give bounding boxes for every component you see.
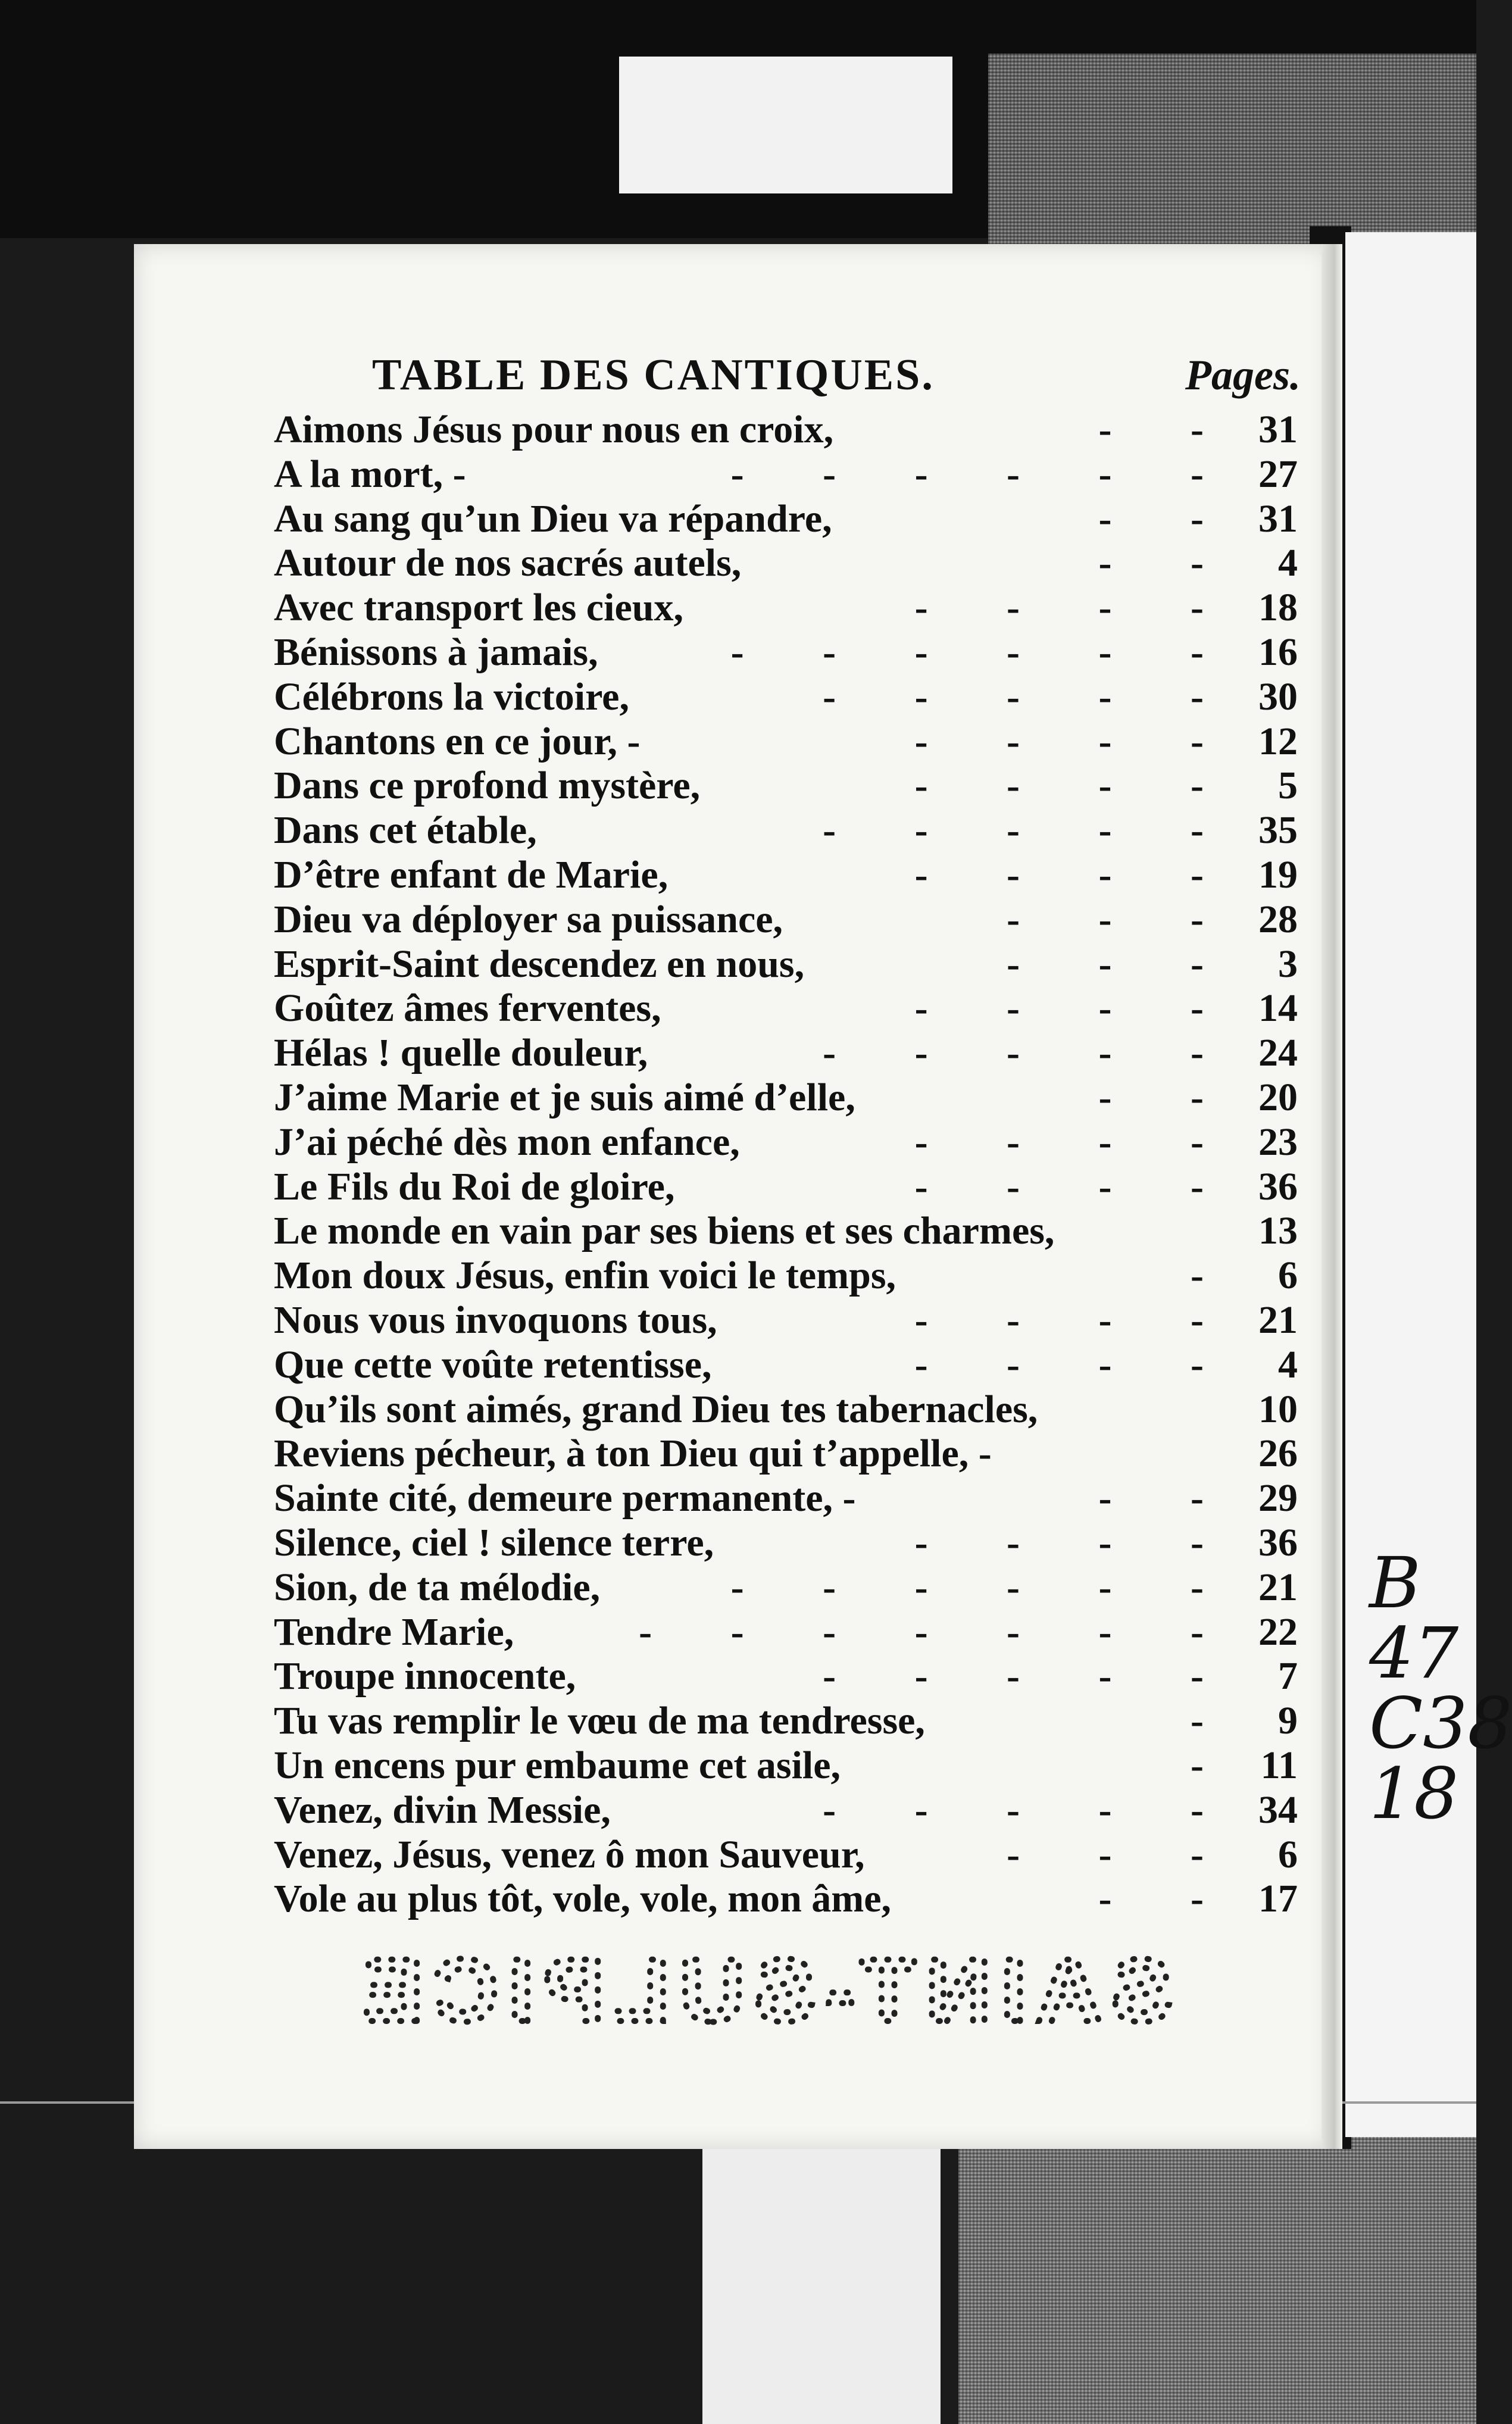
- dot-leader: - - - -: [914, 852, 1238, 896]
- table-row: [274, 1476, 1298, 1521]
- dot-leader: - - - -: [914, 1164, 1238, 1208]
- table-row: [274, 586, 1298, 630]
- dot-leader: - - - - -: [823, 808, 1238, 852]
- table-row: [274, 1388, 1298, 1432]
- entry-page-number: 4: [1278, 1342, 1298, 1386]
- entry-title: Troupe innocente,: [274, 1654, 576, 1698]
- dot-leader: - - - - -: [823, 1031, 1238, 1075]
- entry-title: D’être enfant de Marie,: [274, 852, 668, 896]
- entry-page-number: 36: [1258, 1164, 1298, 1208]
- entry-title: Aimons Jésus pour nous en croix,: [274, 408, 834, 451]
- entry-title: Mon doux Jésus, enfin voici le temps,: [274, 1254, 896, 1298]
- entry-title: Dieu va déployer sa puissance,: [274, 897, 783, 941]
- table-row: [274, 808, 1298, 853]
- dot-leader: - - - - - -: [730, 630, 1238, 674]
- entry-page-number: 30: [1258, 674, 1298, 719]
- entry-title: Autour de nos sacrés autels,: [274, 541, 742, 585]
- entry-page-number: 4: [1278, 541, 1298, 585]
- table-row: [274, 1165, 1298, 1210]
- entry-title: Venez, Jésus, venez ô mon Sauveur,: [274, 1832, 865, 1876]
- entry-title: J’aime Marie et je suis aimé d’elle,: [274, 1075, 855, 1119]
- entry-page-number: 21: [1258, 1565, 1298, 1609]
- table-of-contents: [274, 408, 1298, 1922]
- table-row: [274, 1120, 1298, 1165]
- dot-leader: - - - -: [914, 1520, 1238, 1564]
- entry-page-number: 10: [1258, 1387, 1298, 1431]
- dot-leader: - - - -: [914, 1342, 1238, 1386]
- call-number-line: 47: [1369, 1612, 1459, 1694]
- entry-title: Hélas ! quelle douleur,: [274, 1031, 648, 1075]
- dot-leader: - - - - -: [823, 1788, 1238, 1832]
- call-number-line: C38: [1369, 1682, 1512, 1764]
- table-row: [274, 720, 1298, 764]
- table-row: [274, 1699, 1298, 1744]
- table-row: [274, 1209, 1298, 1254]
- table-row: [274, 898, 1298, 942]
- entry-title: Chantons en ce jour, -: [274, 719, 641, 763]
- entry-title: Esprit-Saint descendez en nous,: [274, 942, 805, 986]
- table-row: [274, 630, 1298, 675]
- entry-page-number: 12: [1258, 719, 1298, 763]
- scan-background-light-strip: [702, 2143, 941, 2424]
- dot-leader: -: [1191, 1699, 1238, 1743]
- table-row: [274, 1031, 1298, 1076]
- dot-leader: - - - - -: [823, 1654, 1238, 1698]
- entry-title: Sion, de ta mélodie,: [274, 1565, 601, 1609]
- table-header: [372, 342, 1301, 408]
- dot-leader: -: [1191, 1743, 1238, 1787]
- entry-title: Goûtez âmes ferventes,: [274, 986, 661, 1030]
- scan-background-light-block: [619, 57, 952, 193]
- entry-page-number: 19: [1258, 852, 1298, 896]
- dot-leader: - - -: [1007, 1832, 1238, 1876]
- table-row: [274, 408, 1298, 452]
- entry-page-number: 24: [1258, 1031, 1298, 1075]
- dot-leader: - - - - - -: [730, 1565, 1238, 1609]
- dot-leader: - - -: [1007, 942, 1238, 986]
- entry-page-number: 6: [1278, 1832, 1298, 1876]
- entry-page-number: 29: [1258, 1476, 1298, 1520]
- table-row: [274, 1254, 1298, 1298]
- table-row: [274, 541, 1298, 586]
- handwritten-call-number: [1369, 1542, 1512, 1835]
- dot-leader: - -: [1098, 496, 1238, 541]
- entry-title: Tu vas remplir le vœu de ma tendresse,: [274, 1699, 925, 1743]
- entry-title: Célébrons la victoire,: [274, 674, 629, 719]
- document-page: [134, 244, 1330, 2149]
- entry-title: Venez, divin Messie,: [274, 1788, 611, 1832]
- table-row: [274, 1343, 1298, 1388]
- dot-leader: -: [1191, 1254, 1238, 1298]
- table-row: [274, 1877, 1298, 1922]
- entry-title: Le Fils du Roi de gloire,: [274, 1164, 675, 1208]
- table-row: [274, 1610, 1298, 1655]
- entry-page-number: 22: [1258, 1610, 1298, 1654]
- entry-page-number: 18: [1258, 586, 1298, 630]
- entry-title: Vole au plus tôt, vole, vole, mon âme,: [274, 1877, 892, 1921]
- facing-page: [1345, 232, 1512, 2137]
- dot-leader: - - -: [1007, 897, 1238, 941]
- entry-page-number: 21: [1258, 1298, 1298, 1342]
- table-row: [274, 1833, 1298, 1878]
- page-fold-edge: [1322, 244, 1342, 2149]
- perforated-stamp: [348, 1940, 1176, 2040]
- entry-title: Nous vous invoquons tous,: [274, 1298, 717, 1342]
- entry-page-number: 7: [1278, 1654, 1298, 1698]
- table-row: [274, 1521, 1298, 1566]
- dot-leader: - -: [1098, 1075, 1238, 1119]
- entry-page-number: 20: [1258, 1075, 1298, 1119]
- stamp-text: SAINT-SULPICE: [352, 1940, 1172, 2040]
- entry-title: Que cette voûte retentisse,: [274, 1342, 712, 1386]
- entry-page-number: 26: [1258, 1432, 1298, 1476]
- entry-page-number: 31: [1258, 496, 1298, 541]
- entry-page-number: 5: [1278, 764, 1298, 808]
- table-row: [274, 1654, 1298, 1699]
- entry-page-number: 9: [1278, 1699, 1298, 1743]
- dot-leader: - - - -: [914, 719, 1238, 763]
- entry-title: Avec transport les cieux,: [274, 586, 683, 630]
- entry-page-number: 34: [1258, 1788, 1298, 1832]
- entry-page-number: 28: [1258, 897, 1298, 941]
- table-row: [274, 1298, 1298, 1343]
- pages-column-label: Pages.: [1185, 351, 1301, 399]
- entry-title: Qu’ils sont aimés, grand Dieu tes tabernacles,: [274, 1387, 1038, 1431]
- entry-page-number: 27: [1258, 452, 1298, 496]
- entry-page-number: 14: [1258, 986, 1298, 1030]
- table-row: [274, 1744, 1298, 1788]
- scan-background-texture-top: [988, 54, 1476, 250]
- entry-title: Dans ce profond mystère,: [274, 764, 701, 808]
- entry-page-number: 13: [1258, 1209, 1298, 1253]
- table-row: [274, 1788, 1298, 1833]
- table-row: [274, 497, 1298, 542]
- table-row: [274, 1566, 1298, 1610]
- dot-leader: - -: [1098, 1476, 1238, 1520]
- entry-title: Au sang qu’un Dieu va répandre,: [274, 496, 832, 541]
- table-row: [274, 1432, 1298, 1476]
- entry-page-number: 31: [1258, 408, 1298, 451]
- table-row: [274, 942, 1298, 987]
- table-row: [274, 986, 1298, 1031]
- entry-page-number: 6: [1278, 1254, 1298, 1298]
- entry-page-number: 3: [1278, 942, 1298, 986]
- table-row: [274, 764, 1298, 808]
- call-number-line: 18: [1369, 1753, 1459, 1835]
- scan-background-texture-bottom: [958, 2119, 1476, 2424]
- entry-title: Dans cet étable,: [274, 808, 537, 852]
- dot-leader: - - - - - - -: [639, 1610, 1238, 1654]
- entry-title: Bénissons à jamais,: [274, 630, 598, 674]
- entry-title: Tendre Marie,: [274, 1610, 514, 1654]
- entry-page-number: 23: [1258, 1120, 1298, 1164]
- page-title: TABLE DES CANTIQUES.: [372, 351, 935, 399]
- entry-title: Silence, ciel ! silence terre,: [274, 1520, 714, 1564]
- entry-page-number: 35: [1258, 808, 1298, 852]
- entry-title: J’ai péché dès mon enfance,: [274, 1120, 740, 1164]
- dot-leader: - - - - - -: [730, 452, 1238, 496]
- entry-page-number: 16: [1258, 630, 1298, 674]
- entry-page-number: 11: [1260, 1743, 1298, 1787]
- call-number-line: B: [1369, 1542, 1421, 1624]
- entry-title: A la mort, -: [274, 452, 466, 496]
- dot-leader: - - - -: [914, 764, 1238, 808]
- table-row: [274, 452, 1298, 497]
- entry-title: Reviens pécheur, à ton Dieu qui t’appelle, -: [274, 1432, 992, 1476]
- entry-title: Sainte cité, demeure permanente, -: [274, 1476, 856, 1520]
- entry-page-number: 17: [1258, 1877, 1298, 1921]
- dot-leader: - -: [1098, 1877, 1238, 1921]
- dot-leader: - - - -: [914, 1298, 1238, 1342]
- table-row: [274, 853, 1298, 898]
- entry-title: Un encens pur embaume cet asile,: [274, 1743, 841, 1787]
- dot-leader: - - - -: [914, 586, 1238, 630]
- table-row: [274, 675, 1298, 720]
- dot-leader: - -: [1098, 408, 1238, 451]
- dot-leader: - -: [1098, 541, 1238, 585]
- table-row: [274, 1076, 1298, 1120]
- dot-leader: - - - -: [914, 1120, 1238, 1164]
- dot-leader: - - - -: [914, 986, 1238, 1030]
- entry-title: Le monde en vain par ses biens et ses charmes,: [274, 1209, 1055, 1253]
- entry-page-number: 36: [1258, 1520, 1298, 1564]
- dot-leader: - - - - -: [823, 674, 1238, 719]
